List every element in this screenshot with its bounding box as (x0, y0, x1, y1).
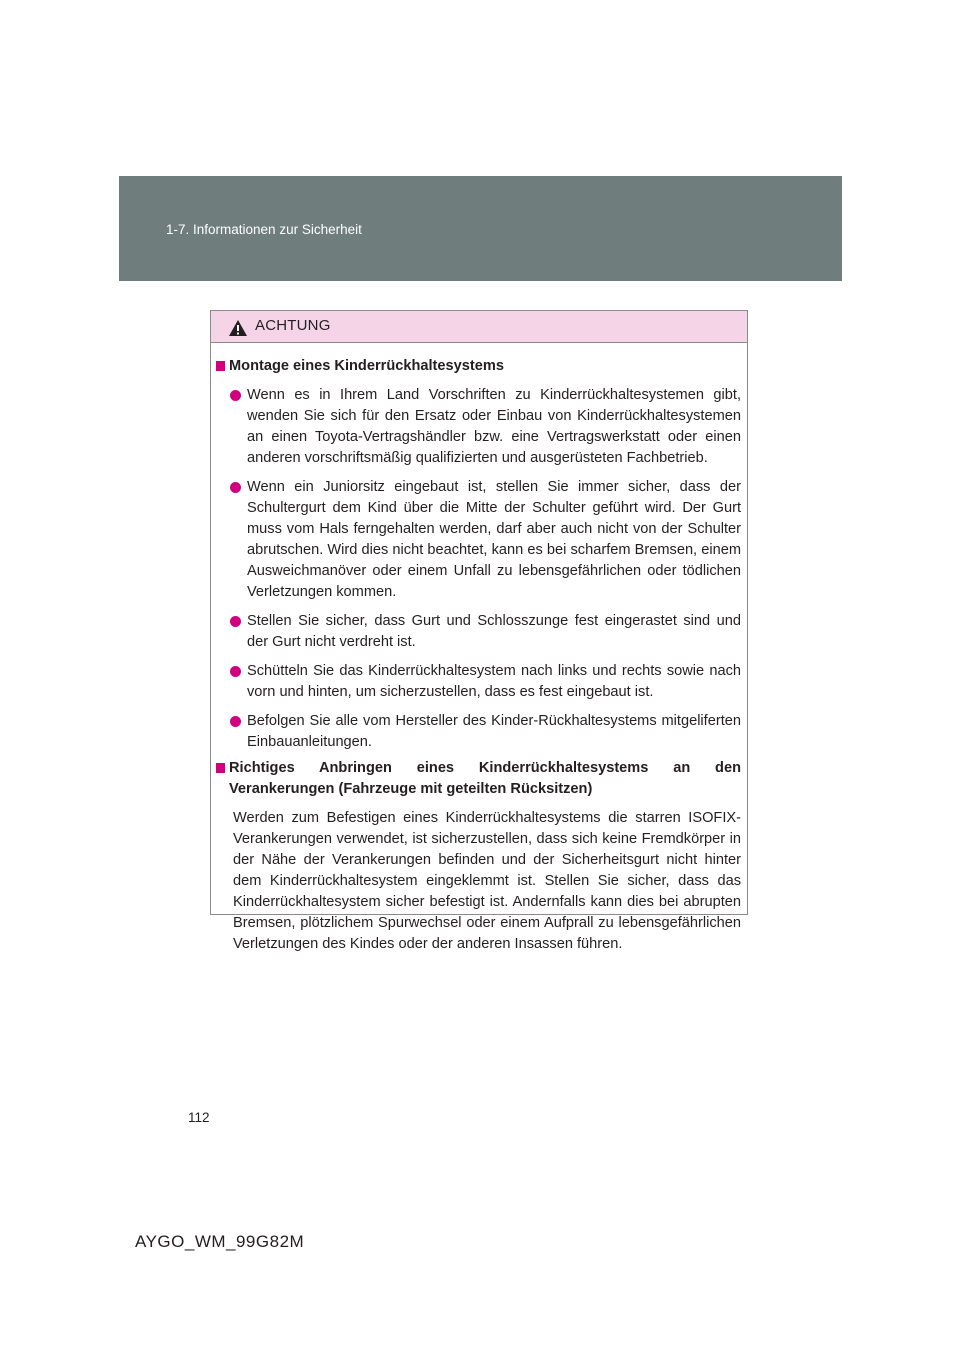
document-code: AYGO_WM_99G82M (135, 1232, 305, 1251)
warning-header (211, 311, 747, 343)
circle-bullet-icon (230, 616, 241, 627)
section-title: 1-7. Informationen zur Sicherheit (166, 222, 362, 237)
bullet-item (215, 661, 741, 703)
warning-triangle-icon (228, 319, 248, 337)
section-heading-text: Richtiges Anbringen eines Kinderrückhaltesystems an den Verankerungen (Fahrzeuge mit geteilten Rücksitzen) (229, 760, 741, 797)
square-bullet-icon (216, 361, 225, 371)
bullet-item (215, 477, 741, 603)
section-heading-text: Montage eines Kinderrückhaltesystems (229, 358, 504, 374)
bullet-text: Wenn ein Juniorsitz eingebaut ist, stellen Sie immer sicher, dass der Schultergurt dem Kind über die Mitte der Schulter geführt wird. Der Gurt muss vom Hals ferngehalten werden, darf aber auch nicht von der Schulter abrutschen. Wird dies nicht beachtet, kann es bei scharfem Bremsen, einem Ausweichmanöver oder einem Unfall zu lebensgefährlichen oder tödlichen Verletzungen kommen. (247, 479, 741, 600)
square-bullet-icon (216, 763, 225, 773)
bullet-text: Wenn es in Ihrem Land Vorschriften zu Kinderrückhaltesystemen gibt, wenden Sie sich für den Ersatz oder Einbau von Kinderrückhaltesystemen an einen Toyota-Vertragshändler bzw. eine Vertragswerkstatt oder einen anderen vorschriftsmäßig qualifizierten und ausgerüsteten Fachbetrieb. (247, 387, 741, 466)
circle-bullet-icon (230, 390, 241, 401)
warning-body (211, 343, 747, 955)
section-paragraph: Werden zum Befestigen eines Kinderrückhaltesystems die starren ISOFIX-Verankerungen verwendet, ist sicherzustellen, dass sich keine Fremdkörper in der Nähe der Verankerungen befinden und der Sicherheitsgurt nicht hinter dem Kinderrückhaltesystem eingeklemmt ist. Stellen Sie sicher, dass das Kinderrückhaltesystem sicher befestigt ist. Andernfalls kann dies bei abrupten Bremsen, plötzlichem Spurwechsel oder einem Aufprall zu lebensgefährlichen Verletzungen des Kindes oder der anderen Insassen führen. (233, 810, 741, 952)
circle-bullet-icon (230, 482, 241, 493)
warning-title: ACHTUNG (255, 317, 331, 334)
bullet-item (215, 711, 741, 753)
bullet-text: Befolgen Sie alle vom Hersteller des Kinder-Rückhaltesystems mitgeliferten Einbauanleitungen. (247, 713, 741, 750)
section-heading (215, 356, 741, 377)
warning-box (210, 310, 748, 952)
page-number: 112 (188, 1110, 210, 1125)
bullet-text: Stellen Sie sicher, dass Gurt und Schlosszunge fest eingerastet sind und der Gurt nicht verdreht ist. (247, 613, 741, 650)
section-heading (215, 758, 741, 800)
circle-bullet-icon (230, 716, 241, 727)
bullet-item (215, 611, 741, 653)
chapter-header-band (119, 176, 842, 281)
circle-bullet-icon (230, 666, 241, 677)
bullet-item (215, 385, 741, 469)
bullet-text: Schütteln Sie das Kinderrückhaltesystem nach links und rechts sowie nach vorn und hinten, um sicherzustellen, dass es fest eingebaut ist. (247, 663, 741, 700)
